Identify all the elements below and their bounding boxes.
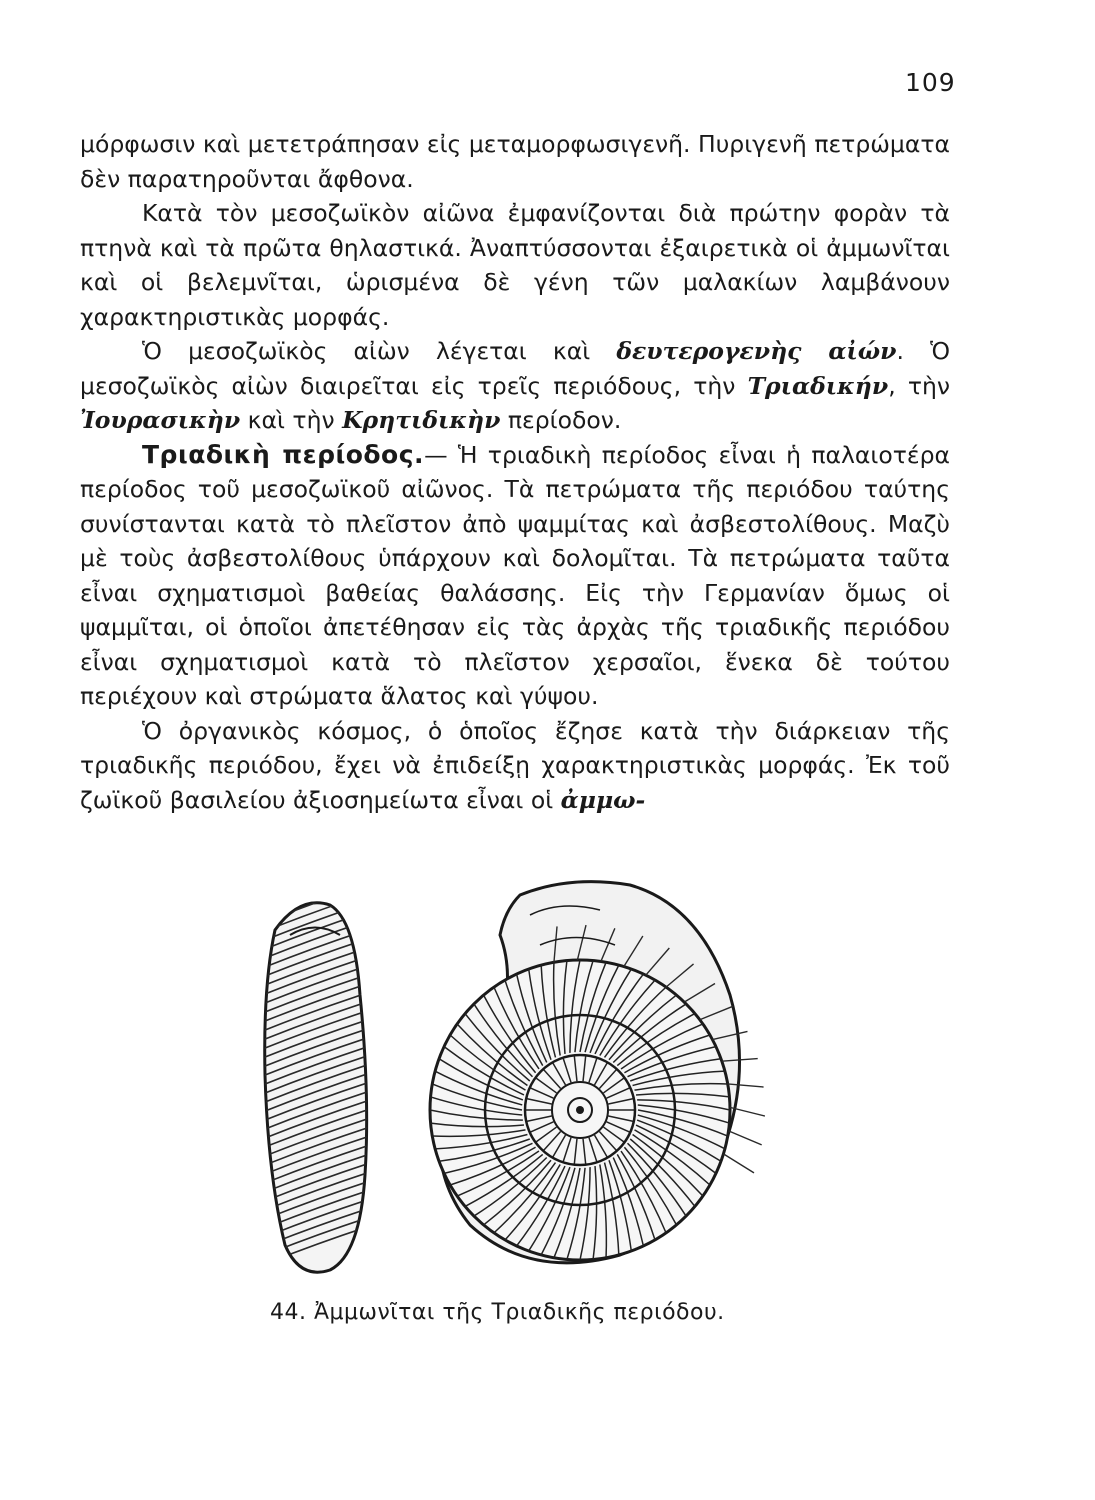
- ammonite-illustration: [230, 875, 790, 1295]
- text-run: Κατὰ τὸν μεσοζωϊκὸν αἰῶνα ἐμφανίζονται διὰ πρώτην φορὰν τὰ πτηνὰ καὶ τὰ πρῶτα θηλαστικά. Ἀναπτύσσονται ἐξαιρετικὰ οἱ ἀμμωνῖται καὶ οἱ βελεμνῖται, ὡρισμένα δὲ γένη τῶν μαλακίων λαμβάνουν χαρακτηριστικὰς μορφάς.: [80, 199, 950, 331]
- figure-ammonites: [230, 875, 790, 1295]
- text-run: Ὁ μεσοζωϊκὸς αἰὼν λέγεται καὶ: [142, 337, 617, 365]
- text-run: περίοδον.: [500, 406, 622, 434]
- italic-term: Κρητιδικὴν: [342, 406, 501, 434]
- text-run: , τὴν: [888, 371, 950, 400]
- section-heading: Τριαδικὴ περίοδος.: [142, 439, 425, 469]
- text-run: — Ἡ τριαδικὴ περίοδος εἶναι ἡ παλαιοτέρα περίοδος τοῦ μεσοζωϊκοῦ αἰῶνος. Τὰ πετρώματα τῆς περιόδου ταύτης συνίστανται κατὰ τὸ πλεῖστον ἀπὸ ψαμμίτας καὶ ἀσβεστολίθους. Μαζὺ μὲ τοὺς ἀσβεστολίθους ὑπάρχουν καὶ δολομῖται. Τὰ πετρώματα ταῦτα εἶναι σχηματισμοὶ βαθείας θαλάσσης. Εἰς τὴν Γερμανίαν ὅμως οἱ ψαμμῖται, οἱ ὁποῖοι ἀπετέθησαν εἰς τὰς ἀρχὰς τῆς τριαδικῆς περιόδου εἶναι σχηματισμοὶ κατὰ τὸ πλεῖστον χερσαῖοι, ἕνεκα δὲ τούτου περιέχουν καὶ στρώματα ἅλατος καὶ γύψου.: [80, 440, 951, 710]
- page-number: 109: [905, 68, 956, 97]
- paragraph-3: [80, 334, 950, 438]
- paragraph-4: [80, 438, 950, 714]
- text-block: [80, 127, 950, 817]
- text-run: . Ὁ μεσοζωϊκὸς αἰὼν διαιρεῖται εἰς τρεῖς περιόδους, τὴν: [80, 337, 951, 400]
- paragraph-5: [80, 714, 950, 818]
- text-run: Ὁ ὀργανικὸς κόσμος, ὁ ὁποῖος ἔζησε κατὰ τὴν διάρκειαν τῆς τριαδικῆς περιόδου, ἔχει νὰ ἐπιδείξῃ χαρακτηριστικὰς μορφάς. Ἐκ τοῦ ζωϊκοῦ βασιλείου ἀξιοσημείωτα εἶναι οἱ: [80, 716, 950, 814]
- italic-term: ἀμμω-: [560, 785, 646, 814]
- italic-term: δευτερογενὴς αἰών: [616, 337, 897, 365]
- ammonite-fragment: [260, 875, 370, 1272]
- paragraph-1: [80, 127, 950, 196]
- text-run: καὶ τὴν: [240, 406, 343, 434]
- text-run: μόρφωσιν καὶ μετετράπησαν εἰς μεταμορφωσιγενῆ. Πυριγενῆ πετρώματα δὲν παρατηροῦνται ἄφθονα.: [80, 130, 950, 193]
- paragraph-2: [80, 196, 950, 334]
- italic-term: Τριαδικήν: [747, 371, 889, 400]
- italic-term: Ἰουρασικὴν: [80, 406, 241, 434]
- figure-caption: 44. Ἀμμωνῖται τῆς Τριαδικῆς περιόδου.: [270, 1300, 725, 1325]
- ammonite-coiled: [430, 882, 765, 1263]
